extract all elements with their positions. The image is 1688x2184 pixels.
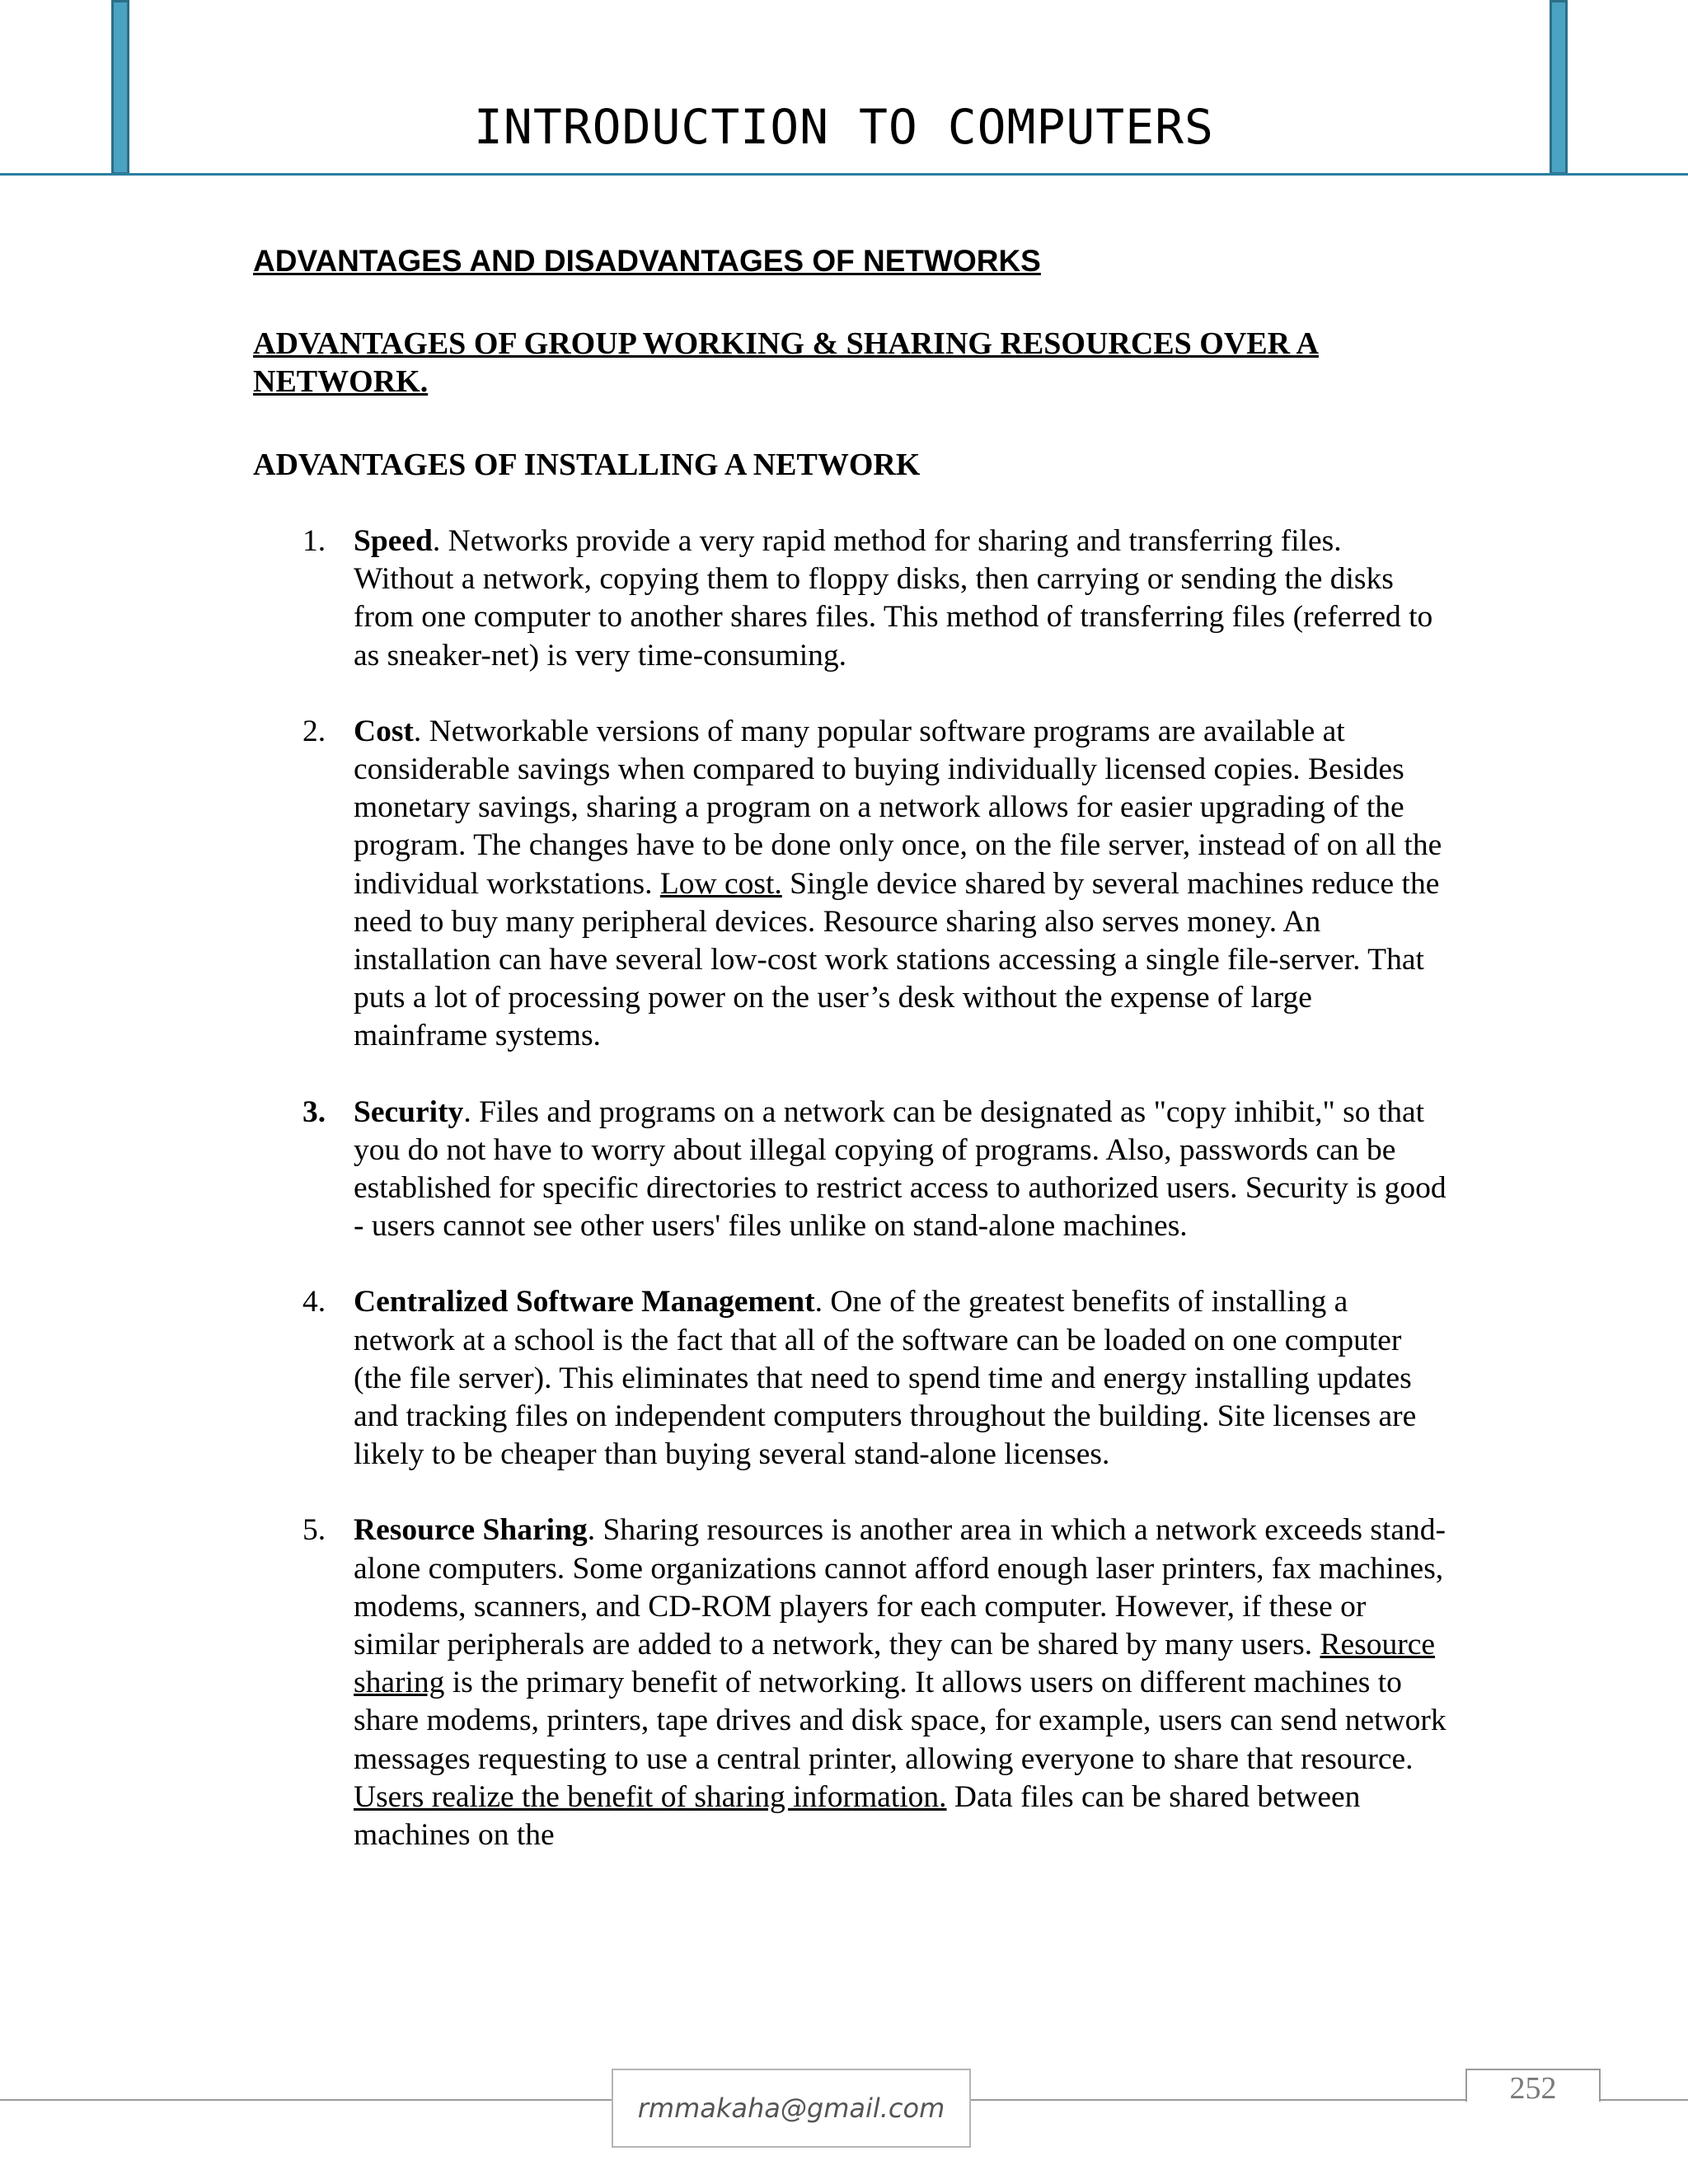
list-item-cost	[253, 713, 1448, 1056]
list-item-resource-sharing	[253, 1511, 1448, 1854]
page-number: 252	[1509, 2071, 1557, 2106]
item-term: Centralized Software Management	[354, 1285, 815, 1319]
page-header-title: INTRODUCTION TO COMPUTERS	[474, 99, 1214, 155]
item-underlined-text: Resource sharing	[354, 1628, 1436, 1700]
item-underlined-text: Users realize the benefit of sharing information.	[354, 1779, 947, 1814]
item-text: Single device shared by several machines reduce the need to buy many peripheral devices. Resource sharing also serves money. An installation can have several low-cost work stations accessing a single file-server. That puts a lot of processing power on the user’s desk without the expense of large mainframe systems.	[354, 866, 1440, 1053]
item-text: . Sharing resources is another area in which a network exceeds stand-alone computers. Some organizations cannot afford enough laser printers, fax machines, modems, scanners, and CD-ROM players for each computer. However, if these or similar peripherals are added to a network, they can be shared by many users.	[354, 1513, 1446, 1662]
footer-rule-right	[1601, 2099, 1688, 2101]
advantages-list	[253, 523, 1448, 1854]
item-text: . One of the greatest benefits of installing a network at a school is the fact that all of the software can be loaded on one computer (the file server). This eliminates that need to spend time and energy installing updates and tracking files on independent computers throughout the building. Site licenses are likely to be cheaper than buying several stand-alone licenses.	[354, 1285, 1417, 1472]
item-number: 3.	[302, 1094, 326, 1129]
sub-heading: ADVANTAGES OF GROUP WORKING & SHARING RESOURCES OVER A NETWORK.	[253, 326, 1319, 399]
section-heading: ADVANTAGES OF INSTALLING A NETWORK	[253, 448, 921, 482]
item-text: . Networkable versions of many popular software programs are available at considerable savings when compared to buying individually licensed copies. Besides monetary savings, sharing a program on a network allows for easier upgrading of the program. The changes have to be done only once, on the file server, instead of on all the individual workstations.	[354, 714, 1442, 901]
list-item-speed	[253, 523, 1448, 675]
item-number: 2.	[302, 714, 326, 748]
list-item-centralized-software	[253, 1283, 1448, 1474]
item-number: 4.	[302, 1285, 326, 1319]
main-heading: ADVANTAGES AND DISADVANTAGES OF NETWORKS	[253, 244, 1041, 278]
item-underlined-text: Low cost.	[659, 866, 782, 901]
header-rule	[0, 173, 1688, 176]
item-text: is the primary benefit of networking. It allows users on different machines to share modems, printers, tape drives and disk space, for example, users can send network messages requesting to use a central printer, allowing everyone to share that resource.	[354, 1666, 1447, 1776]
item-text: . Networks provide a very rapid method for sharing and transferring files. Without a network, copying them to floppy disks, then carrying or sending the disks from one computer to another shares files. This method of transferring files (referred to as sneaker-net) is very time-consuming.	[354, 524, 1433, 673]
item-text: Data files can be shared between machines on the	[354, 1779, 1361, 1853]
item-term: Speed	[354, 524, 433, 558]
item-term: Resource Sharing	[354, 1513, 588, 1548]
item-term: Cost	[354, 714, 414, 748]
item-text: . Files and programs on a network can be designated as "copy inhibit," so that you do not have to worry about illegal copying of programs. Also, passwords can be established for specific directories to restrict access to authorized users. Security is good - users cannot see other users' files unlike on stand-alone machines.	[354, 1094, 1447, 1244]
list-item-security	[253, 1094, 1448, 1246]
item-number: 5.	[302, 1513, 326, 1548]
footer-rule-left	[0, 2099, 612, 2101]
page-content	[253, 244, 1448, 1892]
footer-rule-middle	[971, 2099, 1465, 2101]
item-number: 1.	[302, 524, 326, 558]
item-term: Security	[354, 1094, 464, 1129]
footer-email: rmmakaha@gmail.com	[612, 2069, 971, 2148]
